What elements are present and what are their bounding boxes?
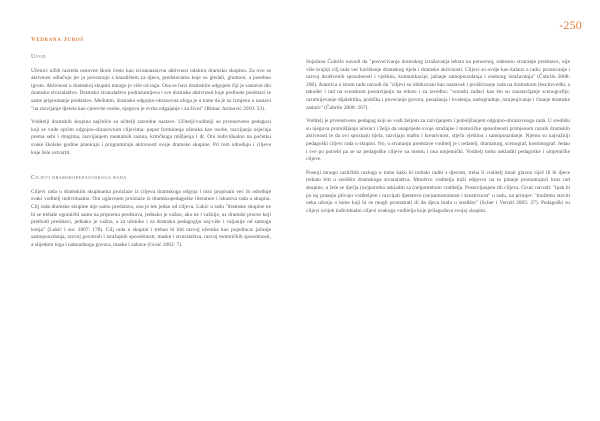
paragraph: Postoji mnogo različitih razloga u tome kako bi trebalo raditi s djecom, treba li voditelj imati glavnu riječ ili bi djece trebalo biti u središtu dramskoga stvaralaštva. Mnoštvo voditelja traži odgovor na to pitanje promatrajući kroz rad skupine, a žele se dječja (ne)potreba uskladiti sa (ne)potrebom voditelja. Postavljanjem tih ciljeva. Gruić navodi: "ipak bi po toj putanju plivaju voditeljem i razvijati djetetovu (ne)samostalnost i kreativnost" u radu, na primjer: "možemo staviti neka učenja o tome koji bi se mogli promatrati ili da djeca budu u središtu" (Scher i Verrall 2005: 27). Pedagoški su ciljevi uvijek individualni ciljevi svakoga voditelja koje prilagođava svojoj skupini. — [306, 169, 570, 214]
left-column — [31, 54, 271, 255]
paragraph: Učenici nižih razreda osnovne škole često kao izvannastavnu aktivnost odabiru dramsku skupinu. Za ovu se aktivnost odlučuju jer ju poveznuju s kazalištem za djecu, predstavama koje su gledali, glumom, a posebno igrom. Aktivnost u dramskoj skupini mnogo je više od toga. Ona se bavi dramskim odgojem čiji je sastavni dio dramsko stvaralaštvo. Dramsko stvaralaštvo podrazumijeva i sve dramske aktivnosti koje prethode predstavi te same pripremanje predstave. Međutim, dramsko odgojno-obrazovna uloga je u tome da je uz izmjenu u nastavi "na razvijanje djeteta kao cjelovite osobe, njegova je svrha odgajanje i za život" (Rimac Jurinović 2010: 53). — [31, 67, 271, 112]
section-heading-ciljevi: Ciljevi dramskopedagoškoga rada — [31, 175, 127, 182]
right-column — [306, 59, 570, 221]
paragraph: Voditelj je prvenstveno pedagog koji se vodi željom za razvijanjem i poboljšanjem odgojno-obrazovnoga rada. U središtu su njegova promišljanja učenici i želja da unaprijede svoje izražajne i motoričke sposobnosti primjenom raznih dramskih aktivnosti te da ovi spoznaju tijela, razvijaju maštu i kreativnost, stječu vještinu i samopouzdanje. Njemu su najvažniji pedagoški ciljevi rada u skupini. No, u stvaranju predstave voditelj je i redatelj, dramaturg, scenograf, kostimograf. Jedan i sve po potrebi pa se uz pedagoške ciljeve na mentu i ona umjetnički. Voditelj treba uskladiti pedagoške i umjetničke ciljeve. — [306, 118, 570, 163]
paragraph: Ciljevi rada u dramskim skupinama proizlaze iz ciljeva dramskoga odgoja i nisu propisani već ih određuje svaki voditelj individualno. Oni uglavnom proizlaze iz dramskopedagoške literature i iskustva rada u skupini. Cilj rada dramske skupine nije samo predstava, ona je tek jedan od ciljeva. Lukić u radu "dramske skupine ne bi se trebale ograničiti samo na pripremu predstava, jednako je važno, ako ne i važnije, uz dramski proces koji prethodi predstavi, jednako je važno, a za učenike i za dramsku pedagogiju naj-više i valjanije od samoga konja" (Lukić i sur. 2007: 178). Cilj rada u skupini i trebao bi biti razvoj učenika kao pojedinca: jačanje samopouzdanja, razvoj govornih i izražajnih sposobnosti, maske i stvaralaštva, razvoj motoričkih sposobnosti, a slijedom toga i naknadnoga govora, maske i zabave (Gruić 2002: 7). — [31, 188, 271, 248]
page-number: -250 — [559, 18, 582, 32]
section-heading-uvod: Uvod — [31, 54, 46, 60]
paragraph: Voditelji dramskih skupina najčešće su učitelji razredne nastave. Učitelji/voditelji su prvenstveno pedagozi koji se vode općim odgojno-obrazovnim ciljevima: poput formiranja učenika kao osobe, razvijanja osjećaja prema sebi i drugima, razvijanjem mentalnih razina, kritičkoga mišljenja i dr. Oni individualno na početku svake školske godine planiraju i programiraju aktivnosti svoje dramske skupine. Pri tom određuju i ciljeve koje žele ostvariti. — [31, 119, 271, 156]
paragraph: Snježana Čubrilo navodi da "posvećivanje dramskog izražavanja teksta na ponovnoj, odnosno stvaranje predstave, nije više krajnji cilj rada već korištenje dramskog tijela i dramske aktivnosti. Ciljevi su ovdje kao kalauz u radu: promicanje i razvoj društvenih sposobnosti i vještina, komunikacije, jačanje samopouzdanja i osobnog izražavanja" (Čubrilo 2008: 268). Autorica u istom radu navodi da "ciljevi su oblikovani kao nastavak i proširivanje rada na dramskom (bez)izvedbi, a također i rad na scenskom postavljanju na tekstu i za izvedbu: "scenski zadaci kao što su zaustavljanje scenografije, razumijevanje dijalektika, podrška i povećanje govora, ponašanja i hvalenja, nadogradnje, izmjenjivanje i čitanje dramske zadaće" (Čubrilo 2008: 267). — [306, 59, 570, 111]
running-head-author: Vedrana Juroš — [31, 36, 84, 43]
